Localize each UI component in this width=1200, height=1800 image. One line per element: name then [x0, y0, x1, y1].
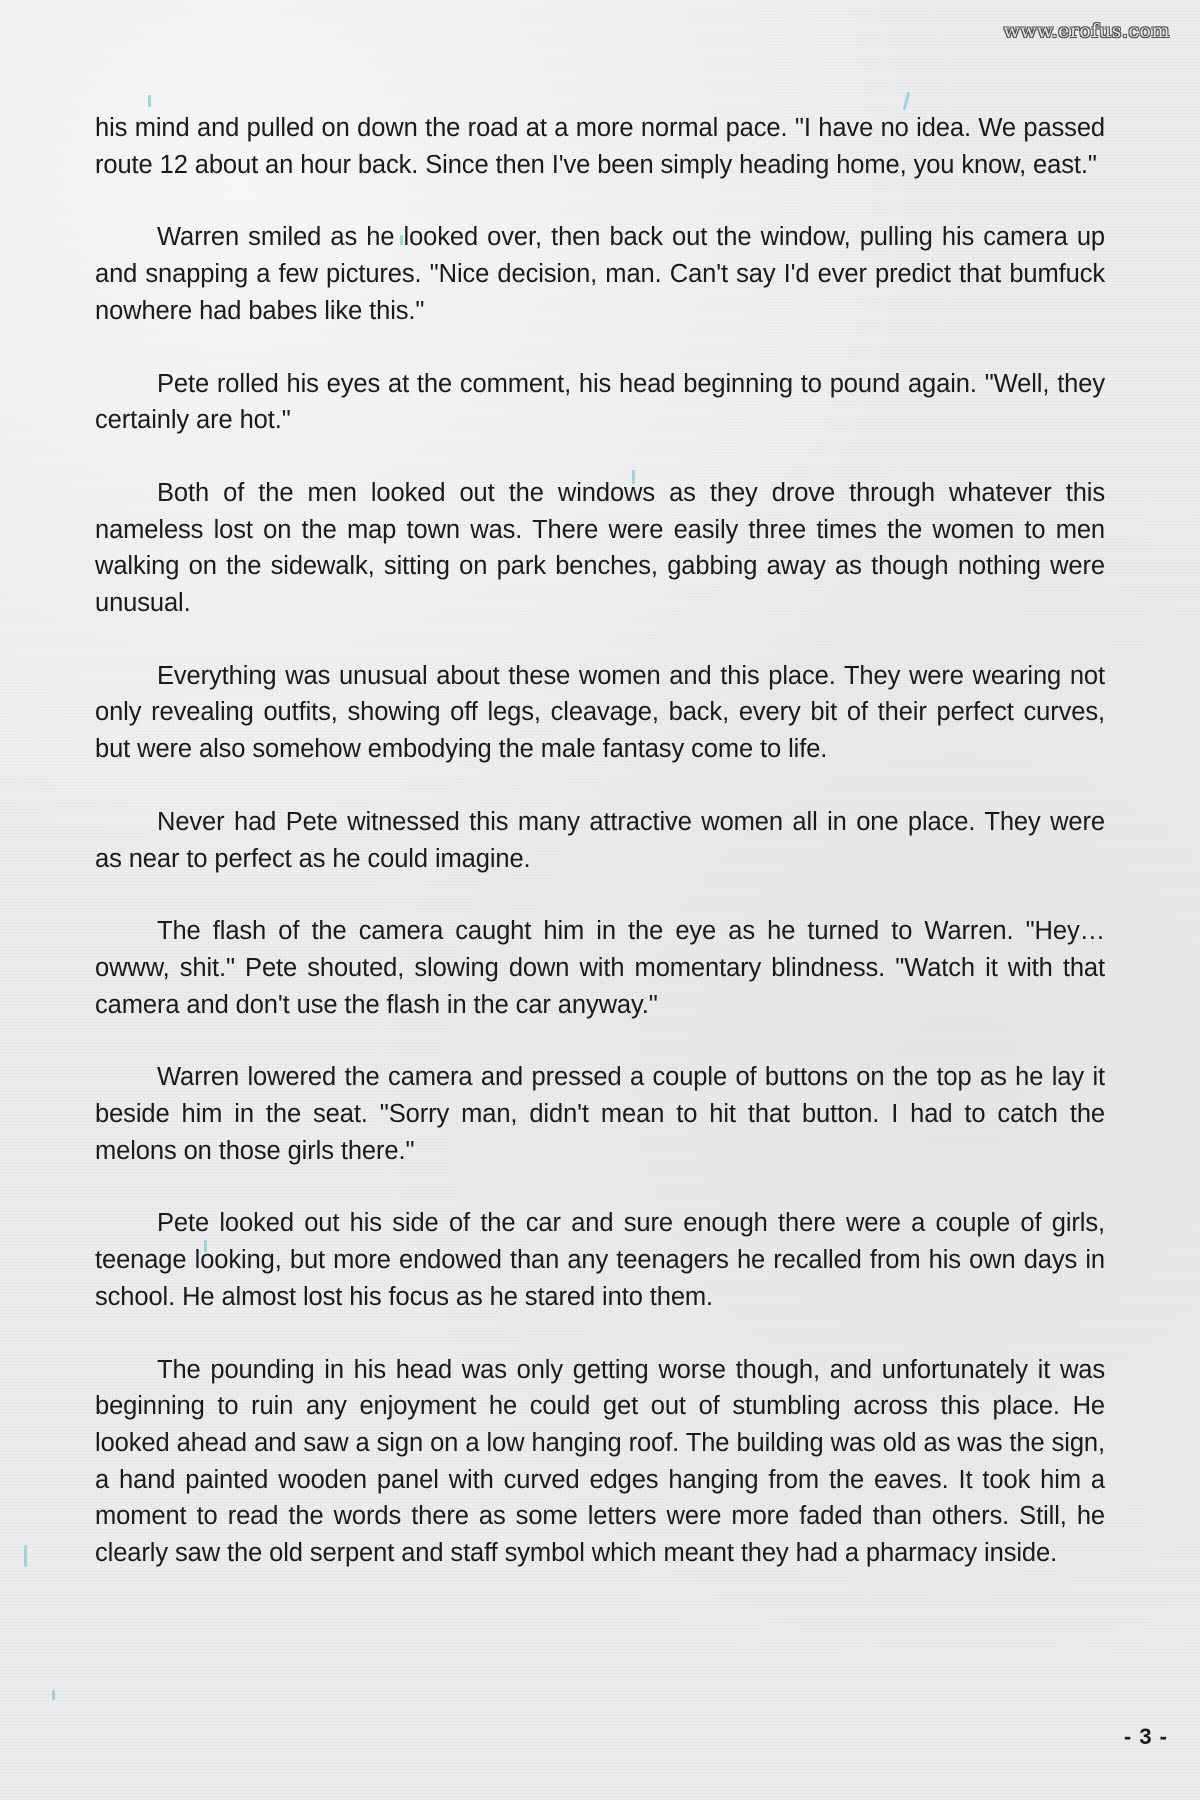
paragraph: Warren lowered the camera and pressed a couple of buttons on the top as he lay it beside him in the seat. "Sorry man, didn't mean to hit that button. I had to catch the melons on those girls there." [95, 1063, 1105, 1165]
paragraph: The flash of the camera caught him in the eye as he turned to Warren. "Hey… owww, shit." Pete shouted, slowing down with momentary blindness. "Watch it with that camera and don't use the flash in the car anyway." [95, 917, 1105, 1019]
page-number: - 3 - [1123, 1724, 1168, 1749]
paragraph: his mind and pulled on down the road at a more normal pace. "I have no idea. We passed route 12 about an hour back. Since then I've been simply heading home, you know, east." [95, 114, 1105, 179]
paragraph: Warren smiled as he looked over, then back out the window, pulling his camera up and snapping a few pictures. "Nice decision, man. Can't say I'd ever predict that bumfuck nowhere had babes like this." [95, 223, 1105, 325]
paragraph: Never had Pete witnessed this many attractive women all in one place. They were as near to perfect as he could imagine. [95, 807, 1105, 873]
paragraph: Pete looked out his side of the car and sure enough there were a couple of girls, teenage looking, but more endowed than any teenagers he recalled from his own days in school. He almost lost his focus as he stared into them. [95, 1209, 1105, 1311]
page-body [95, 110, 1105, 1608]
watermark: www.erofus.com [1003, 20, 1170, 42]
paper-speck [148, 95, 151, 107]
paragraph: The pounding in his head was only getting worse though, and unfortunately it was beginning to ruin any enjoyment he could get out of stumbling across this place. He looked ahead and saw a sign on a low hanging roof. The building was old as was the sign, a hand painted wooden panel with curved edges hanging from the eaves. It took him a moment to read the words there as some letters were more faded than others. Still, he clearly saw the old serpent and staff symbol which meant they had a pharmacy inside. [95, 1355, 1105, 1568]
paper-speck [903, 92, 911, 110]
paragraph: Everything was unusual about these women and this place. They were wearing not only revealing outfits, showing off legs, cleavage, back, every bit of their perfect curves, but were also somehow embodying the male fantasy come to life. [95, 661, 1105, 764]
paper-speck [52, 1690, 55, 1700]
paragraph: Both of the men looked out the windows as they drove through whatever this nameless lost on the map town was. There were easily three times the women to men walking on the sidewalk, sitting on park benches, gabbing away as though nothing were unusual. [95, 478, 1105, 618]
paragraph: Pete rolled his eyes at the comment, his head beginning to pound again. "Well, they certainly are hot." [95, 369, 1105, 435]
paper-speck [24, 1545, 27, 1567]
